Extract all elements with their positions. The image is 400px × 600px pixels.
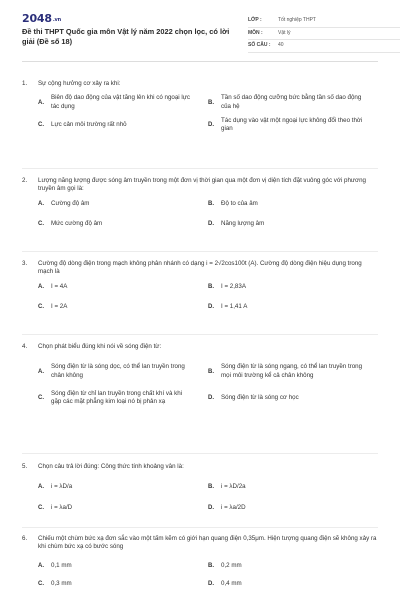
option-d[interactable] xyxy=(208,580,378,588)
option-c[interactable] xyxy=(38,117,208,134)
option-b[interactable] xyxy=(208,94,378,111)
question-number: 6. xyxy=(22,535,28,542)
option-letter: D. xyxy=(208,221,214,228)
meta-value: 40 xyxy=(278,42,284,49)
option-a[interactable] xyxy=(38,94,208,111)
option-text: Tác dụng vào vật một ngoại lực không đổi theo thời gian xyxy=(221,117,363,133)
question-divider xyxy=(22,168,378,169)
question-5 xyxy=(22,463,378,512)
answer-options xyxy=(22,562,378,589)
exam-meta xyxy=(248,15,400,53)
meta-label: LỚP : xyxy=(248,17,262,24)
question-text: Chọn phát biểu đúng khi nói về sóng điện từ: xyxy=(38,343,162,350)
question-stem xyxy=(22,177,378,194)
question-number: 1. xyxy=(22,80,28,87)
meta-value: Vật lý xyxy=(278,29,291,36)
question-stem xyxy=(22,80,378,88)
question-stem xyxy=(22,535,378,552)
answer-options xyxy=(22,200,378,229)
question-number: 4. xyxy=(22,343,28,350)
option-b[interactable] xyxy=(208,483,378,491)
answer-options xyxy=(22,483,378,512)
question-divider xyxy=(22,251,378,252)
option-c[interactable] xyxy=(38,580,208,588)
option-text: Sóng điện từ là sóng ngang, có thể lan truyền trong mọi môi trường kể cả chân không xyxy=(221,363,363,379)
option-text: Lực cản môi trường rất nhỏ xyxy=(51,121,127,129)
question-number: 5. xyxy=(22,463,28,470)
option-letter: D. xyxy=(208,581,214,588)
exam-header xyxy=(22,0,378,62)
question-2 xyxy=(22,177,378,228)
exam-title: Đề thi THPT Quốc gia môn Vật lý năm 2022 chọn lọc, có lời giải (Đề số 18) xyxy=(22,27,230,46)
question-stem xyxy=(22,463,378,471)
answer-options xyxy=(22,283,378,312)
question-number: 3. xyxy=(22,260,28,267)
logo-suffix: .vn xyxy=(52,17,61,23)
option-letter: A. xyxy=(38,283,44,290)
option-letter: B. xyxy=(208,562,214,569)
option-a[interactable] xyxy=(38,562,208,570)
option-letter: D. xyxy=(208,395,214,402)
option-letter: A. xyxy=(38,484,44,491)
option-a[interactable] xyxy=(38,363,208,380)
question-number: 2. xyxy=(22,177,28,184)
option-text: 0,2 mm xyxy=(221,561,242,569)
option-text: Cường độ âm xyxy=(51,199,90,207)
question-divider xyxy=(22,527,378,528)
answer-options xyxy=(22,94,378,133)
logo-text: 2048 xyxy=(22,12,52,25)
option-text: 0,1 mm xyxy=(51,561,72,569)
option-text: I = 1,41 A xyxy=(221,303,248,311)
option-text: Biên độ dao động của vật tăng lên khi có ngoại lực tác dụng xyxy=(51,94,190,110)
option-text: i = λa/2D xyxy=(221,503,246,511)
question-stem xyxy=(22,260,378,277)
option-text: 0,4 mm xyxy=(221,580,242,588)
question-text: Sự cộng hưởng cơ xảy ra khi: xyxy=(38,80,121,87)
meta-value: Tốt nghiệp THPT xyxy=(278,17,316,24)
option-letter: A. xyxy=(38,200,44,207)
option-text: I = 2A xyxy=(51,303,68,311)
question-text: Chiếu một chùm bức xạ đơn sắc vào một tấm kẽm có giới hạn quang điện 0,35μm. Hiện tượng quang điện sẽ không xảy ra khi chùm bức xạ có bước sóng xyxy=(38,535,377,551)
option-d[interactable] xyxy=(208,117,378,134)
option-b[interactable] xyxy=(208,562,378,570)
option-c[interactable] xyxy=(38,390,208,407)
option-text: Sóng điện từ chỉ lan truyền trong chất khí và khi gặp các mặt phẳng kim loại nó bị phản xạ xyxy=(51,390,183,406)
option-letter: C. xyxy=(38,221,44,228)
option-a[interactable] xyxy=(38,200,208,208)
option-letter: A. xyxy=(38,368,44,375)
option-text: I = 4A xyxy=(51,282,68,290)
option-letter: D. xyxy=(208,304,214,311)
question-3 xyxy=(22,260,378,311)
question-1 xyxy=(22,80,378,134)
meta-label: SỐ CÂU : xyxy=(248,42,271,49)
meta-row-subject xyxy=(248,28,400,41)
option-b[interactable] xyxy=(208,283,378,291)
option-letter: B. xyxy=(208,368,214,375)
option-letter: B. xyxy=(208,99,214,106)
option-letter: D. xyxy=(208,504,214,511)
meta-row-class xyxy=(248,15,400,28)
option-text: Mức cường độ âm xyxy=(51,220,103,228)
option-text: Năng lượng âm xyxy=(221,220,265,228)
option-letter: C. xyxy=(38,395,44,402)
option-b[interactable] xyxy=(208,200,378,208)
option-letter: A. xyxy=(38,562,44,569)
option-letter: C. xyxy=(38,122,44,129)
question-4 xyxy=(22,343,378,407)
option-d[interactable] xyxy=(208,504,378,512)
option-a[interactable] xyxy=(38,483,208,491)
option-text: Tần số dao động cưỡng bức bằng tần số dao động của hệ xyxy=(221,94,362,110)
option-text: i = λD/a xyxy=(51,483,73,491)
question-divider xyxy=(22,334,378,335)
question-divider xyxy=(22,453,378,454)
option-letter: B. xyxy=(208,200,214,207)
question-text: Chọn câu trả lời đúng: Công thức tính khoảng vân là: xyxy=(38,463,184,470)
option-d[interactable] xyxy=(208,303,378,311)
option-d[interactable] xyxy=(208,390,378,407)
option-letter: C. xyxy=(38,304,44,311)
meta-label: MÔN : xyxy=(248,29,263,36)
option-text: 0,3 mm xyxy=(51,580,72,588)
option-letter: A. xyxy=(38,99,44,106)
question-6 xyxy=(22,535,378,588)
question-stem xyxy=(22,343,378,351)
meta-row-count xyxy=(248,40,400,53)
option-letter: C. xyxy=(38,581,44,588)
answer-options xyxy=(22,363,378,406)
option-c[interactable] xyxy=(38,220,208,228)
option-letter: D. xyxy=(208,122,214,129)
option-letter: B. xyxy=(208,484,214,491)
option-c[interactable] xyxy=(38,303,208,311)
question-text: Lượng năng lượng được sóng âm truyền trong một đơn vị thời gian qua một đơn vị diện tích đặt vuông góc với phương truyền âm gọi là: xyxy=(38,177,366,193)
option-text: i = λD/2a xyxy=(221,483,246,491)
option-text: I = 2,83A xyxy=(221,282,246,290)
option-text: i = λa/D xyxy=(51,503,73,511)
option-letter: C. xyxy=(38,504,44,511)
option-text: Sóng điện từ là sóng cơ học xyxy=(221,394,299,402)
option-text: Độ to của âm xyxy=(221,199,258,207)
option-text: Sóng điện từ là sóng dọc, có thể lan truyền trong chân không xyxy=(51,363,185,379)
site-logo[interactable] xyxy=(22,12,61,27)
option-letter: B. xyxy=(208,283,214,290)
option-d[interactable] xyxy=(208,220,378,228)
question-text: Cường độ dòng điện trong mạch không phân nhánh có dạng i = 2√2cos100t (A). Cường độ dòng điện hiệu dụng trong mạch là xyxy=(38,260,362,276)
option-a[interactable] xyxy=(38,283,208,291)
option-c[interactable] xyxy=(38,504,208,512)
option-b[interactable] xyxy=(208,363,378,380)
